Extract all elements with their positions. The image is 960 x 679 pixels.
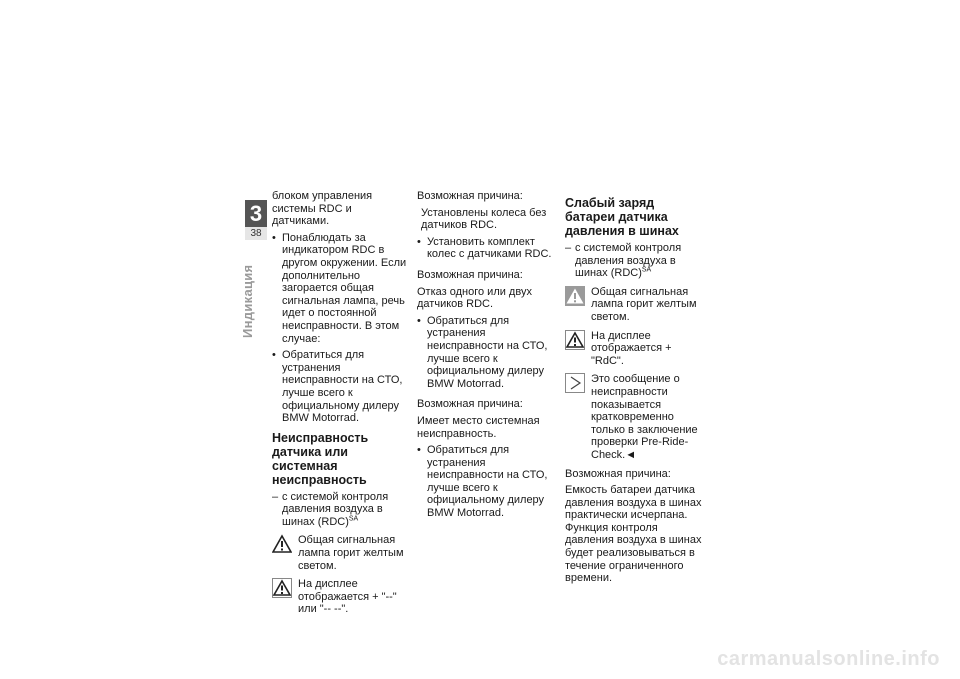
cause-text: Установлены колеса без датчиков RDC. xyxy=(421,206,547,232)
warning-text: Общая сигнальная лампа горит желтым светом. xyxy=(591,285,697,323)
info-text: Это сообщение о неисправности показывается кратковременно только в заключение проверки Pre-Ride-Check.◄ xyxy=(591,373,698,461)
section-heading: Неисправность датчика или системная неисправность xyxy=(272,430,369,487)
warning-text: На дисплее отображается + "--" или "-- --". xyxy=(298,578,397,616)
warning-row xyxy=(565,330,705,368)
bullet-item: • Понаблюдать за индикатором RDC в другом окружении. Если дополнительно загорается общая сигнальная лампа, речь идет о постоянной неисправности. В этом случае: xyxy=(272,232,408,345)
cause-label: Возможная причина: xyxy=(417,398,523,411)
chapter-badge xyxy=(245,200,267,240)
section-heading: Слабый заряд батареи датчика давления в шинах xyxy=(565,196,679,238)
column-2 xyxy=(417,190,555,524)
warning-row xyxy=(565,286,705,324)
cause-text: Отказ одного или двух датчиков RDC. xyxy=(417,285,532,311)
info-triangle-icon xyxy=(565,373,585,393)
cause-label: Возможная причина: xyxy=(417,190,523,202)
cause-label: Возможная причина: xyxy=(565,467,671,480)
bullet-item: • Обратиться для устранения неисправности на СТО, лучше всего к официальному дилеру BMW Motorrad. xyxy=(272,349,408,425)
cause-text: Имеет место системная неисправность. xyxy=(417,414,540,440)
column-3 xyxy=(565,190,705,589)
bullet-item: • Обратиться для устранения неисправности на СТО, лучше всего к официальному дилеру BMW Motorrad. xyxy=(417,315,555,391)
warning-text: На дисплее отображается + "RdC". xyxy=(591,329,672,367)
warning-triangle-icon xyxy=(565,330,585,350)
warning-row xyxy=(272,534,408,572)
bullet-item: • Установить комплект колес с датчиками RDC. xyxy=(417,236,555,261)
warning-text: Общая сигнальная лампа горит желтым светом. xyxy=(298,534,404,572)
chapter-title: Индикация xyxy=(240,264,255,338)
warning-triangle-icon xyxy=(272,578,292,598)
chapter-number: 3 xyxy=(249,201,263,226)
sa-superscript: SA xyxy=(348,515,359,523)
watermark: carmanualsonline.info xyxy=(717,648,940,670)
cause-label: Возможная причина: xyxy=(417,268,523,281)
warning-row xyxy=(272,578,408,616)
dash-text: с системой контроля давления воздуха в шинах (RDC) xyxy=(282,490,389,528)
cause-text: Емкость батареи датчика давления воздуха в шинах практически исчерпана. Функция контроля давления воздуха в шинах будет реализовываться в течение ограниченного времени. xyxy=(565,484,702,585)
warning-triangle-icon xyxy=(565,286,585,306)
info-row xyxy=(565,373,705,461)
dash-item xyxy=(565,242,705,280)
dash-item xyxy=(272,491,408,529)
warning-triangle-icon xyxy=(272,534,292,554)
column-1 xyxy=(272,190,408,620)
bullet-item: • Обратиться для устранения неисправности на СТО, лучше всего к официальному дилеру BMW Motorrad. xyxy=(417,444,555,520)
page-number: 38 xyxy=(245,227,267,240)
dash-text: с системой контроля давления воздуха в шинах (RDC) xyxy=(575,242,682,280)
sa-superscript: SA xyxy=(641,266,652,274)
paragraph: блоком управления системы RDC и датчиками. xyxy=(272,190,373,228)
